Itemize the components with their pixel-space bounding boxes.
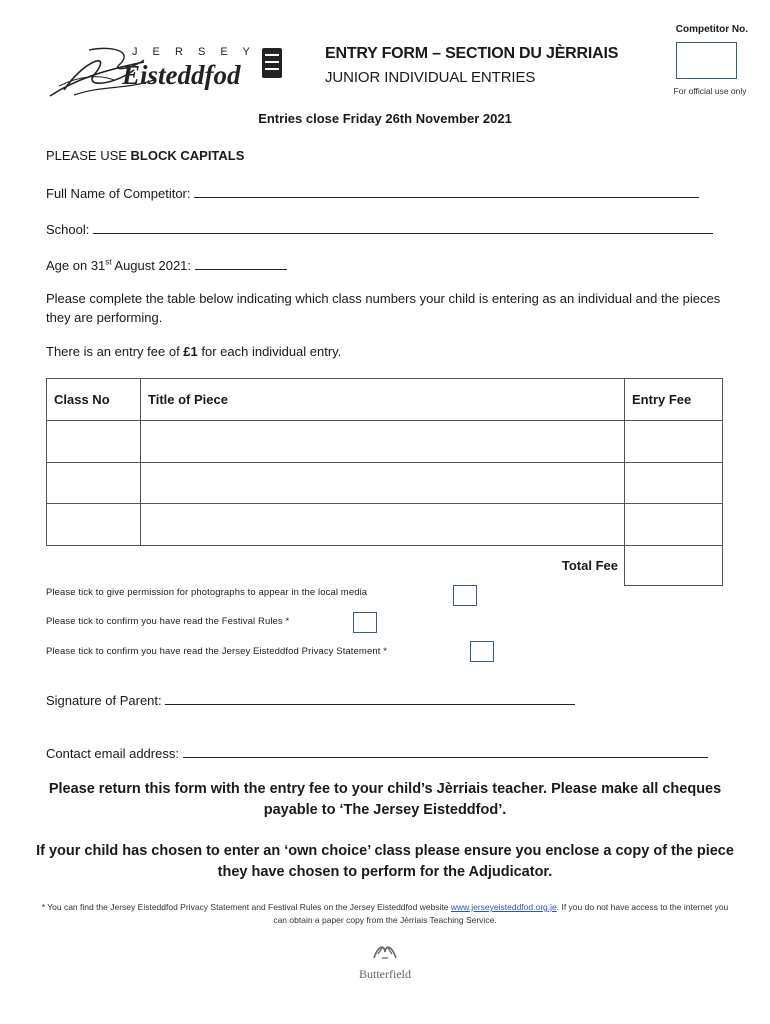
age-label-pre: Age on 31 [46,258,106,273]
entry-fee-cell[interactable] [625,463,723,504]
privacy-statement-checkbox[interactable] [470,641,494,662]
table-row [47,504,723,546]
butterfield-emblem-icon [370,940,400,962]
age-row [46,256,287,273]
return-instructions: Please return this form with the entry fee to your child’s Jèrriais teacher. Please make all cheques payable to ‘The Jersey Eisteddfod’. [48,781,722,818]
full-name-row [46,184,699,201]
logo-jersey-text: J E R S E Y [132,46,256,58]
class-no-cell[interactable] [47,504,141,546]
school-label: School: [46,222,93,237]
photo-permission-label: Please tick to give permission for photographs to appear in the local media [46,587,368,598]
signature-label: Signature of Parent: [46,693,166,708]
class-no-cell[interactable] [47,463,141,504]
email-label: Contact email address: [46,746,183,761]
festival-rules-label: Please tick to confirm you have read the Festival Rules * [46,616,290,627]
school-field[interactable] [93,220,713,234]
festival-rules-checkbox[interactable] [353,612,377,633]
competitor-number-box [676,42,737,79]
header-title-of-piece: Title of Piece [141,379,625,421]
header-class-no: Class No [47,379,141,421]
empty-cell [47,546,141,586]
total-fee-label: Total Fee [141,546,625,586]
fee-post: for each individual entry. [197,344,342,359]
official-use-note: For official use only [673,86,747,96]
full-name-field[interactable] [194,184,699,198]
total-fee-cell[interactable] [625,546,723,586]
footnote-pre: * You can find the Jersey Eisteddfod Privacy Statement and Festival Rules on the Jersey Eisteddfod website [41,902,451,912]
fee-pre: There is an entry fee of [46,344,184,359]
own-choice-instructions: If your child has chosen to enter an ‘own choice’ class please ensure you enclose a copy of the piece they have chosen to perform for the Adjudicator. [36,843,734,880]
table-row [47,421,723,463]
school-row [46,220,713,237]
footnote-post: . If you do not have access to the internet you can obtain a paper copy from the Jèrriais Teaching Service. [273,902,729,925]
logo-eisteddfod-text: Eisteddfod [122,60,241,90]
competitor-number-label: Competitor No. [675,24,748,35]
title-cell[interactable] [141,504,625,546]
age-label-post: August 2021: [111,258,195,273]
photo-permission-checkbox[interactable] [453,585,477,606]
privacy-statement-label: Please tick to confirm you have read the Jersey Eisteddfod Privacy Statement * [46,646,387,657]
caps-bold: BLOCK CAPITALS [130,148,245,163]
entry-fee-note [46,344,341,359]
entry-fee-cell[interactable] [625,504,723,546]
full-name-label: Full Name of Competitor: [46,186,195,201]
signature-field[interactable] [165,691,575,705]
class-no-cell[interactable] [47,421,141,463]
form-title: ENTRY FORM – SECTION DU JÈRRIAIS [325,45,619,62]
entries-close-date: Entries close Friday 26th November 2021 [258,111,512,126]
title-cell[interactable] [141,421,625,463]
form-subtitle: JUNIOR INDIVIDUAL ENTRIES [325,69,536,86]
email-field[interactable] [183,744,708,758]
age-field[interactable] [195,256,287,270]
fee-amount: £1 [183,344,198,359]
table-header-row [47,379,723,421]
header-entry-fee: Entry Fee [625,379,723,421]
age-label-sup: st [105,257,112,267]
sponsor-name: Butterfield [359,967,411,981]
crest-icon [262,48,282,78]
sponsor-logo [340,940,430,982]
total-fee-row [47,546,723,586]
title-cell[interactable] [141,463,625,504]
table-instructions: Please complete the table below indicating which class numbers your child is entering as an individual and the pieces they are performing. [46,291,721,325]
website-link[interactable]: www.jerseyeisteddfod.org.je [450,902,557,912]
email-row [46,744,708,761]
caps-prefix: PLEASE USE [46,148,131,163]
jersey-eisteddfod-logo [44,40,289,102]
entries-table [46,378,723,586]
signature-row [46,691,575,708]
entry-fee-cell[interactable] [625,421,723,463]
table-row [47,463,723,504]
block-capitals-notice [46,148,244,163]
footnote [40,901,730,927]
